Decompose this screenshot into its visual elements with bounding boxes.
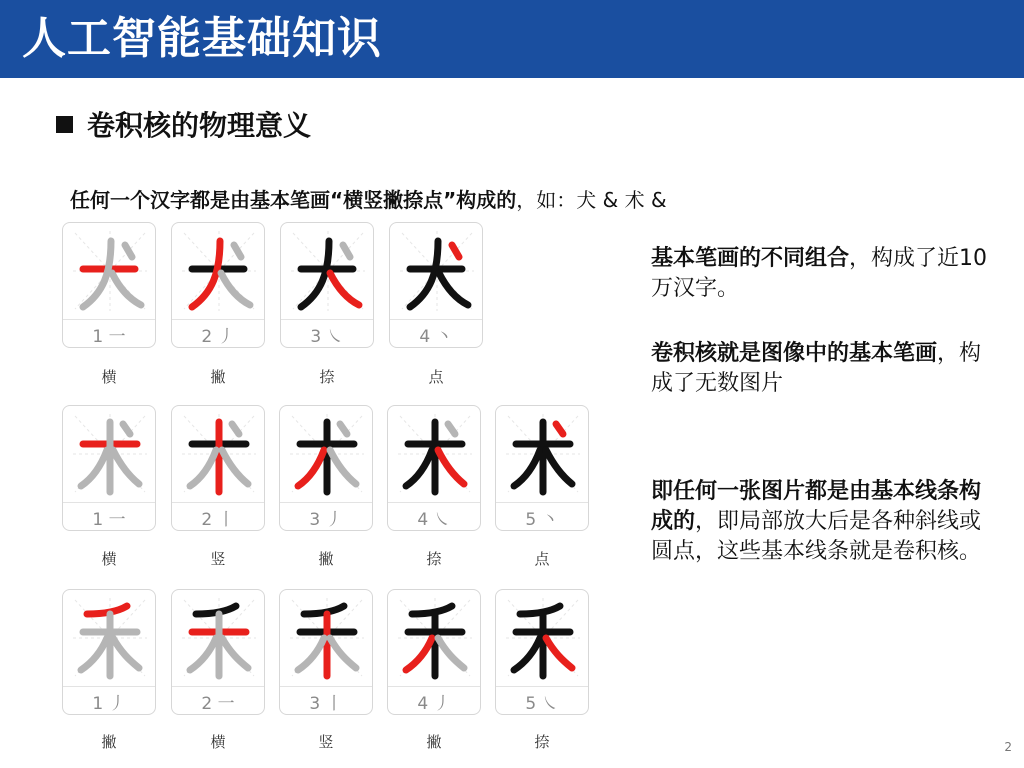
side-p2-rest: ，构成了无数图片 bbox=[651, 341, 982, 396]
stroke bbox=[343, 245, 350, 257]
stroke-step-label: 2 丨 bbox=[201, 510, 235, 530]
intro-bold: 任何一个汉字都是由基本笔画“横竖撇捺点”构成的 bbox=[70, 188, 517, 212]
stroke-card bbox=[387, 405, 481, 531]
stroke bbox=[330, 450, 356, 484]
stroke bbox=[190, 638, 216, 670]
stroke bbox=[81, 450, 107, 486]
character-stroke-diagram bbox=[288, 596, 366, 680]
stroke-card bbox=[171, 589, 265, 715]
intro-text bbox=[70, 184, 667, 213]
stroke-card bbox=[389, 222, 483, 348]
intro-rest: ，如：犬 & 术 & bbox=[516, 188, 667, 212]
stroke-step-label: 1 一 bbox=[92, 327, 126, 347]
stroke bbox=[125, 245, 132, 257]
active-stroke bbox=[438, 450, 464, 484]
stroke-name-caption: 横 bbox=[101, 550, 117, 568]
stroke bbox=[81, 638, 107, 670]
character-stroke-diagram bbox=[71, 229, 149, 313]
stroke-step-label: 3 丿 bbox=[309, 510, 343, 530]
stroke-step-label: 5 丶 bbox=[525, 510, 559, 530]
stroke-name-caption: 竖 bbox=[210, 550, 226, 568]
active-stroke bbox=[192, 241, 220, 307]
active-stroke bbox=[452, 245, 459, 257]
character-stroke-diagram bbox=[180, 412, 258, 496]
card-divider bbox=[496, 686, 588, 687]
stroke-step-label: 3 ㇏ bbox=[310, 327, 344, 347]
stroke bbox=[514, 638, 540, 670]
stroke-step-label: 4 ㇏ bbox=[417, 510, 451, 530]
card-divider bbox=[390, 319, 482, 320]
stroke bbox=[298, 638, 324, 670]
stroke-name-caption: 点 bbox=[534, 550, 550, 568]
stroke-name-caption: 横 bbox=[210, 733, 226, 751]
active-stroke bbox=[406, 638, 432, 670]
stroke bbox=[221, 273, 250, 305]
stroke-step-label: 2 一 bbox=[201, 694, 235, 714]
stroke bbox=[112, 273, 141, 305]
stroke-card bbox=[495, 405, 589, 531]
stroke-name-caption: 撇 bbox=[101, 733, 117, 751]
stroke bbox=[222, 450, 248, 484]
side-paragraph-3 bbox=[651, 477, 1001, 567]
stroke-name-caption: 撇 bbox=[318, 550, 334, 568]
stroke-step-label: 5 ㇏ bbox=[525, 694, 559, 714]
stroke bbox=[113, 450, 139, 484]
character-stroke-diagram bbox=[180, 229, 258, 313]
stroke-step-label: 1 丿 bbox=[92, 694, 126, 714]
side-p3-bold: 即任何一张图片都是由基本线条构成的 bbox=[651, 479, 982, 534]
character-stroke-diagram bbox=[71, 596, 149, 680]
side-p2-bold: 卷积核就是图像中的基本笔画 bbox=[651, 341, 938, 366]
stroke bbox=[232, 424, 239, 434]
stroke bbox=[448, 424, 455, 434]
section-heading bbox=[56, 104, 311, 144]
stroke bbox=[340, 424, 347, 434]
stroke bbox=[410, 241, 438, 307]
stroke-name-caption: 撇 bbox=[210, 368, 226, 386]
stroke-step-label: 1 一 bbox=[92, 510, 126, 530]
stroke-card bbox=[62, 222, 156, 348]
title-bar bbox=[0, 0, 1024, 78]
card-divider bbox=[388, 686, 480, 687]
stroke-name-caption: 捺 bbox=[534, 733, 550, 751]
active-stroke bbox=[556, 424, 563, 434]
stroke-step-label: 2 丿 bbox=[201, 327, 235, 347]
stroke bbox=[439, 273, 468, 305]
stroke-card bbox=[280, 222, 374, 348]
card-divider bbox=[63, 686, 155, 687]
character-stroke-diagram bbox=[71, 412, 149, 496]
active-stroke bbox=[298, 450, 324, 486]
card-divider bbox=[63, 502, 155, 503]
card-divider bbox=[281, 319, 373, 320]
side-paragraph-2 bbox=[651, 339, 1001, 399]
stroke bbox=[234, 245, 241, 257]
stroke-card bbox=[279, 589, 373, 715]
character-stroke-diagram bbox=[396, 596, 474, 680]
stroke-step-label: 4 丶 bbox=[419, 327, 453, 347]
stroke bbox=[514, 450, 540, 486]
card-divider bbox=[63, 319, 155, 320]
stroke bbox=[546, 450, 572, 484]
side-p1-bold: 基本笔画的不同组合 bbox=[651, 246, 850, 271]
card-divider bbox=[172, 686, 264, 687]
stroke bbox=[301, 241, 329, 307]
stroke bbox=[406, 450, 432, 486]
stroke-card bbox=[171, 405, 265, 531]
character-stroke-diagram bbox=[398, 229, 476, 313]
stroke bbox=[113, 638, 139, 668]
stroke-card bbox=[387, 589, 481, 715]
square-bullet-icon bbox=[56, 116, 73, 133]
active-stroke bbox=[546, 638, 572, 668]
stroke-card bbox=[279, 405, 373, 531]
card-divider bbox=[496, 502, 588, 503]
stroke bbox=[222, 638, 248, 668]
card-divider bbox=[280, 502, 372, 503]
stroke-card bbox=[495, 589, 589, 715]
slide-title: 人工智能基础知识 bbox=[22, 13, 382, 64]
character-stroke-diagram bbox=[289, 229, 367, 313]
page-number: 2 bbox=[1004, 740, 1012, 754]
card-divider bbox=[172, 319, 264, 320]
stroke-name-caption: 点 bbox=[428, 368, 444, 386]
stroke-card bbox=[171, 222, 265, 348]
stroke bbox=[123, 424, 130, 434]
stroke-card bbox=[62, 405, 156, 531]
side-p3-rest: ，即局部放大后是各种斜线或圆点，这些基本线条就是卷积核。 bbox=[651, 509, 982, 564]
section-title: 卷积核的物理意义 bbox=[87, 109, 312, 142]
character-stroke-diagram bbox=[504, 412, 582, 496]
stroke-name-caption: 竖 bbox=[318, 733, 334, 751]
stroke-name-caption: 撇 bbox=[426, 733, 442, 751]
stroke-card bbox=[62, 589, 156, 715]
stroke-name-caption: 捺 bbox=[426, 550, 442, 568]
card-divider bbox=[280, 686, 372, 687]
stroke-step-label: 3 丨 bbox=[309, 694, 343, 714]
card-divider bbox=[172, 502, 264, 503]
character-stroke-diagram bbox=[504, 596, 582, 680]
stroke-name-caption: 横 bbox=[101, 368, 117, 386]
character-stroke-diagram bbox=[396, 412, 474, 496]
stroke bbox=[438, 638, 464, 668]
stroke-step-label: 4 丿 bbox=[417, 694, 451, 714]
side-paragraph-1 bbox=[651, 244, 1001, 304]
card-divider bbox=[388, 502, 480, 503]
stroke bbox=[330, 638, 356, 668]
stroke bbox=[83, 241, 111, 307]
side-p1-rest: ，构成了近10万汉字。 bbox=[651, 246, 988, 301]
stroke bbox=[190, 450, 216, 486]
character-stroke-diagram bbox=[180, 596, 258, 680]
character-stroke-diagram bbox=[288, 412, 366, 496]
active-stroke bbox=[330, 273, 359, 305]
stroke-name-caption: 捺 bbox=[319, 368, 335, 386]
